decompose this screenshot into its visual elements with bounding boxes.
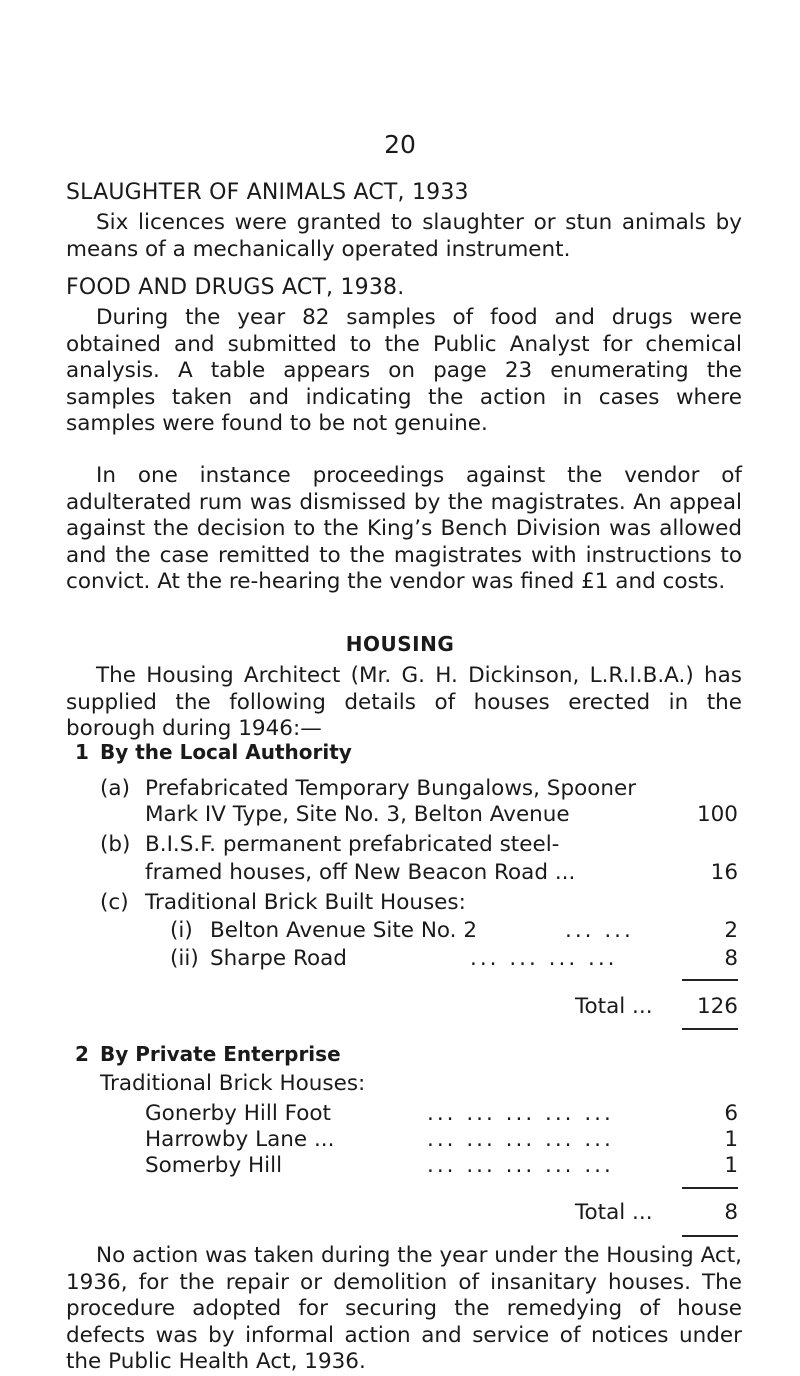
item-cii-text: Sharpe Road [210,946,347,971]
item-a-line-1: Prefabricated Temporary Bungalows, Spooner [145,776,637,801]
item-cii-dots: ... ... ... ... [470,946,618,971]
private-item-name: Gonerby Hill Foot [145,1101,331,1126]
private-total-value: 8 [724,1200,738,1225]
food-drugs-act-heading: FOOD AND DRUGS ACT, 1938. [66,275,405,300]
total-rule-1 [682,1028,738,1030]
housing-intro: The Housing Architect (Mr. G. H. Dickinson, L.R.I.B.A.) has supplied the following details of houses erected in the borough during 1946:— [66,663,742,741]
item-b-value: 16 [710,860,738,885]
private-item-dots: ... ... ... ... ... [427,1153,614,1178]
local-total-value: 126 [696,994,738,1019]
food-drugs-para-2: In one instance proceedings against the vendor of adulterated rum was dismissed by the magistrates. An appeal against the decision to the King’s Bench Division was allowed and the case remitted to the magistrates with instructions to convict. At the re-hearing the vendor was fined £1 and costs. [66,463,742,594]
item-c-line-1: Traditional Brick Built Houses: [145,890,466,915]
slaughter-act-text: Six licences were granted to slaughter or stun animals by means of a mechanically operated instrument. [66,210,742,262]
private-item-name: Harrowby Lane ... [145,1127,335,1152]
page-number: 20 [384,130,416,159]
item-ci-value: 2 [724,918,738,943]
housing-heading: HOUSING [345,632,455,656]
housing-closing-paragraph: No action was taken during the year under the Housing Act, 1936, for the repair or demolition of insanitary houses. The procedure adopted for securing the remedying of house defects was by informal action and service of notices under the Public Health Act, 1936. [66,1243,742,1374]
item-b-line-2: framed houses, off New Beacon Road ... [145,860,576,885]
subtotal-rule-2 [682,1187,738,1189]
private-enterprise-number: 2 [75,1042,89,1066]
private-subtitle: Traditional Brick Houses: [100,1071,366,1096]
private-item-dots: ... ... ... ... ... [427,1127,614,1152]
item-cii-label: (ii) [170,946,199,971]
private-item-name: Somerby Hill [145,1153,283,1178]
local-total-label: Total ... [575,994,653,1019]
item-ci-text: Belton Avenue Site No. 2 [210,918,478,943]
item-b-label: (b) [100,832,131,857]
private-total-label: Total ... [575,1200,653,1225]
item-b-line-1: B.I.S.F. permanent prefabricated steel- [145,832,560,857]
item-a-value: 100 [696,802,738,827]
local-authority-title: By the Local Authority [100,740,352,764]
private-enterprise-title: By Private Enterprise [100,1042,341,1066]
total-rule-2 [682,1235,738,1237]
food-drugs-para-1: During the year 82 samples of food and drugs were obtained and submitted to the Public Analyst for chemical analysis. A table appears on page 23 enumerating the samples taken and indicating the action in cases where samples were found to be not genuine. [66,305,742,436]
slaughter-act-heading: SLAUGHTER OF ANIMALS ACT, 1933 [66,180,469,205]
private-item-dots: ... ... ... ... ... [427,1101,614,1126]
item-ci-dots: ... ... [565,918,634,943]
subtotal-rule-1 [682,979,738,981]
item-c-label: (c) [100,890,129,915]
item-a-line-2: Mark IV Type, Site No. 3, Belton Avenue [145,802,570,827]
private-item-value: 6 [724,1101,738,1126]
private-item-value: 1 [724,1127,738,1152]
local-authority-number: 1 [75,740,89,764]
item-cii-value: 8 [724,946,738,971]
item-ci-label: (i) [170,918,193,943]
private-item-value: 1 [724,1153,738,1178]
item-a-label: (a) [100,776,130,801]
